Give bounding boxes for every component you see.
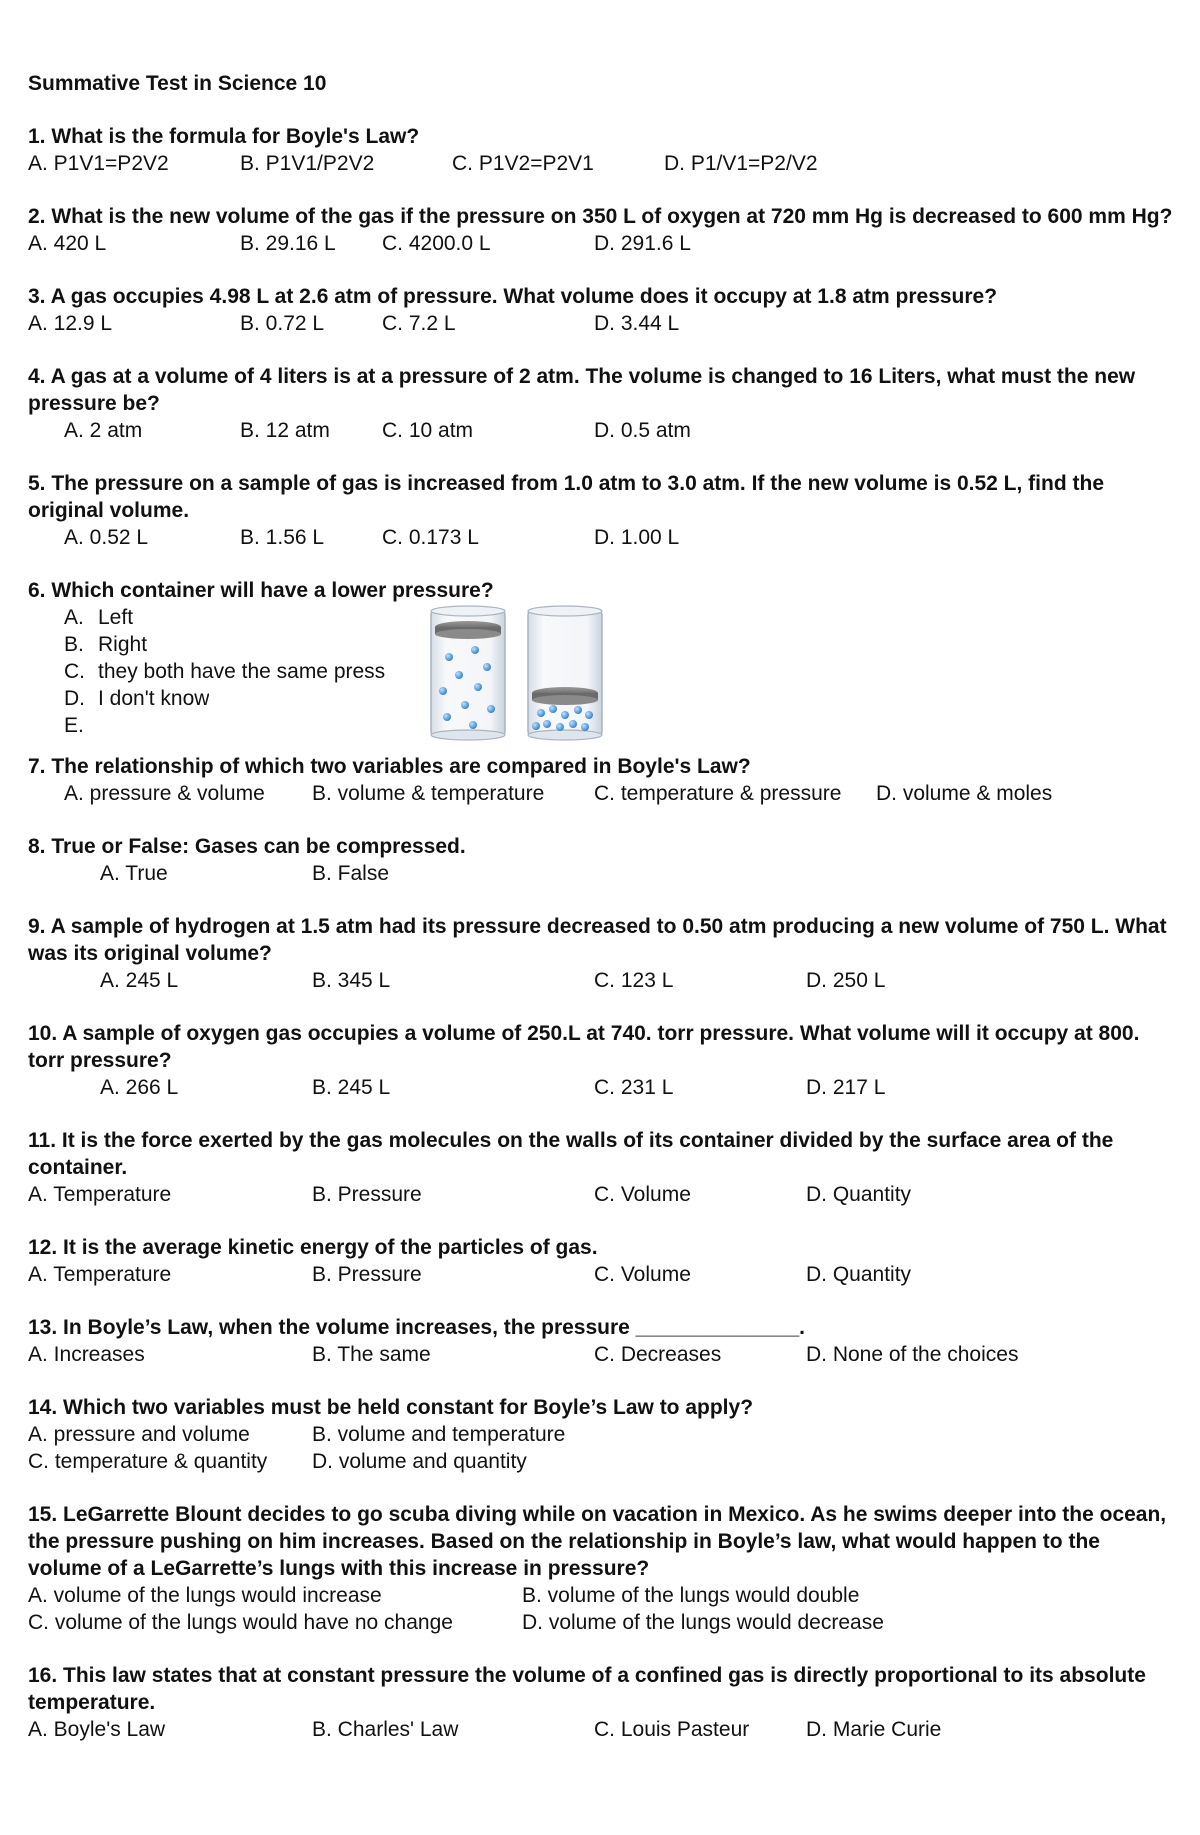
option-d[interactable]: D. volume and quantity — [312, 1450, 527, 1473]
answer-options — [28, 310, 1178, 337]
option-letter: E. — [64, 714, 84, 737]
option-letter: B. — [64, 633, 84, 656]
option-c[interactable]: C. volume of the lungs would have no change — [28, 1611, 453, 1634]
option-b[interactable]: B. False — [312, 862, 390, 885]
option-d[interactable]: D. 291.6 L — [594, 232, 691, 255]
option-c[interactable]: C. 7.2 L — [382, 312, 456, 335]
question-stem: 3. A gas occupies 4.98 L at 2.6 atm of pressure. What volume does it occupy at 1.8 atm pressure? — [28, 285, 998, 308]
option-a[interactable]: A. 245 L — [100, 969, 179, 992]
option-d[interactable]: D. volume of the lungs would decrease — [522, 1611, 884, 1634]
question-stem: 4. A gas at a volume of 4 liters is at a pressure of 2 atm. The volume is changed to 16 Liters, what must the new pressure be? — [28, 365, 1136, 415]
question-4 — [28, 363, 1178, 444]
option-letter: C. — [64, 660, 85, 683]
answer-options-row-2 — [28, 1609, 1178, 1636]
option-a[interactable]: A. pressure & volume — [64, 782, 265, 805]
option-a[interactable]: A. Boyle's Law — [28, 1718, 166, 1741]
answer-options-row-1 — [28, 1421, 1178, 1448]
option-d[interactable]: D. Marie Curie — [806, 1718, 942, 1741]
question-stem: 5. The pressure on a sample of gas is increased from 1.0 atm to 3.0 atm. If the new volume is 0.52 L, find the original volume. — [28, 472, 1104, 522]
question-7 — [28, 753, 1178, 807]
question-12 — [28, 1234, 1178, 1288]
option-c[interactable]: C. 123 L — [594, 969, 674, 992]
option-d[interactable]: D. 217 L — [806, 1076, 886, 1099]
question-9 — [28, 913, 1178, 994]
option-b[interactable]: B. 0.72 L — [240, 312, 325, 335]
option-a[interactable]: A. True — [100, 862, 168, 885]
option-a[interactable]: A. 266 L — [100, 1076, 179, 1099]
question-stem: 9. A sample of hydrogen at 1.5 atm had its pressure decreased to 0.50 atm producing a new volume of 750 L. What was its original volume? — [28, 915, 1167, 965]
question-10 — [28, 1020, 1178, 1101]
option-b[interactable]: B. 345 L — [312, 969, 391, 992]
answer-options — [28, 1181, 1178, 1208]
option-a[interactable]: A. volume of the lungs would increase — [28, 1584, 382, 1607]
answer-options-row-2 — [28, 1448, 1178, 1475]
question-stem: 1. What is the formula for Boyle's Law? — [28, 125, 420, 148]
test-page — [28, 70, 1178, 1769]
left-container — [431, 606, 505, 740]
option-d[interactable]: D. volume & moles — [876, 782, 1053, 805]
option-c[interactable]: C. temperature & quantity — [28, 1450, 268, 1473]
question-stem: 11. It is the force exerted by the gas molecules on the walls of its container divided by the surface area of the container. — [28, 1129, 1114, 1179]
answer-options — [28, 1341, 1178, 1368]
answer-options — [28, 860, 1178, 887]
option-a[interactable]: A. pressure and volume — [28, 1423, 250, 1446]
option-b[interactable]: B. volume and temperature — [312, 1423, 566, 1446]
option-c[interactable]: C. Volume — [594, 1263, 691, 1286]
page-title: Summative Test in Science 10 — [28, 72, 327, 95]
option-c[interactable]: C. Louis Pasteur — [594, 1718, 750, 1741]
question-8 — [28, 833, 1178, 887]
question-stem: 10. A sample of oxygen gas occupies a volume of 250.L at 740. torr pressure. What volume will it occupy at 800. torr pressure? — [28, 1022, 1140, 1072]
answer-options — [28, 1716, 1178, 1743]
option-b[interactable]: B. volume & temperature — [312, 782, 545, 805]
option-a[interactable]: A. P1V1=P2V2 — [28, 152, 169, 175]
option-d[interactable]: D. 1.00 L — [594, 526, 680, 549]
option-b[interactable]: B. Pressure — [312, 1183, 422, 1206]
question-stem: 7. The relationship of which two variables are compared in Boyle's Law? — [28, 755, 751, 778]
option-b[interactable]: B. Charles' Law — [312, 1718, 459, 1741]
option-letter: D. — [64, 687, 85, 710]
option-b[interactable]: B. 1.56 L — [240, 526, 325, 549]
option-d[interactable]: D. 0.5 atm — [594, 419, 691, 442]
option-a[interactable]: A. 2 atm — [64, 419, 143, 442]
option-b[interactable] — [64, 631, 1178, 658]
option-e[interactable] — [64, 712, 1178, 739]
question-2 — [28, 203, 1178, 257]
answer-options — [28, 524, 1178, 551]
option-d[interactable]: D. 250 L — [806, 969, 886, 992]
question-stem: 16. This law states that at constant pressure the volume of a confined gas is directly proportional to its absolute temperature. — [28, 1664, 1146, 1714]
option-letter: A. — [64, 606, 84, 629]
question-14 — [28, 1394, 1178, 1475]
question-stem: 12. It is the average kinetic energy of the particles of gas. — [28, 1236, 598, 1259]
option-d[interactable]: D. Quantity — [806, 1183, 912, 1206]
option-a[interactable]: A. Temperature — [28, 1263, 172, 1286]
question-3 — [28, 283, 1178, 337]
option-text: Right — [98, 633, 148, 656]
question-stem: 2. What is the new volume of the gas if the pressure on 350 L of oxygen at 720 mm Hg is decreased to 600 mm Hg? — [28, 205, 1173, 228]
option-a[interactable]: A. 12.9 L — [28, 312, 113, 335]
question-5 — [28, 470, 1178, 551]
question-stem: 6. Which container will have a lower pressure? — [28, 579, 494, 602]
question-stem: 8. True or False: Gases can be compressed. — [28, 835, 466, 858]
question-stem: 15. LeGarrette Blount decides to go scuba diving while on vacation in Mexico. As he swims deeper into the ocean, the pressure pushing on him increases. Based on the relationship in Boyle’s law, what would happen to the volume of a LeGarrette’s lungs with this increase in pressure? — [28, 1503, 1167, 1580]
option-d[interactable]: D. 3.44 L — [594, 312, 680, 335]
option-c[interactable]: C. P1V2=P2V1 — [452, 152, 594, 175]
answer-options-row-1 — [28, 1582, 1178, 1609]
option-c[interactable] — [64, 658, 1178, 685]
answer-options — [28, 230, 1178, 257]
option-text: I don't know — [98, 687, 210, 710]
option-b[interactable]: B. Pressure — [312, 1263, 422, 1286]
gas-containers-illustration — [423, 605, 613, 745]
answer-options — [28, 150, 1178, 177]
answer-options — [28, 417, 1178, 444]
option-text: Left — [98, 606, 134, 629]
question-13 — [28, 1314, 1178, 1368]
option-b[interactable]: B. 12 atm — [240, 419, 330, 442]
option-b[interactable]: B. P1V1/P2V2 — [240, 152, 375, 175]
option-c[interactable]: C. 4200.0 L — [382, 232, 491, 255]
option-d[interactable]: D. Quantity — [806, 1263, 912, 1286]
option-d[interactable]: D. None of the choices — [806, 1343, 1019, 1366]
question-stem: 14. Which two variables must be held constant for Boyle’s Law to apply? — [28, 1396, 754, 1419]
option-c[interactable]: C. temperature & pressure — [594, 782, 842, 805]
option-a[interactable]: A. Temperature — [28, 1183, 172, 1206]
option-c[interactable]: C. Decreases — [594, 1343, 722, 1366]
option-c[interactable]: C. 0.173 L — [382, 526, 479, 549]
answer-options — [28, 780, 1178, 807]
option-a[interactable]: A. Increases — [28, 1343, 145, 1366]
question-11 — [28, 1127, 1178, 1208]
option-a[interactable]: A. 0.52 L — [64, 526, 149, 549]
option-c[interactable]: C. Volume — [594, 1183, 691, 1206]
answer-options — [28, 967, 1178, 994]
option-c[interactable]: C. 10 atm — [382, 419, 474, 442]
question-stem: 13. In Boyle’s Law, when the volume increases, the pressure ______________. — [28, 1316, 806, 1339]
right-container — [528, 606, 602, 740]
question-16 — [28, 1662, 1178, 1743]
option-a[interactable] — [64, 604, 1178, 631]
option-d[interactable] — [64, 685, 1178, 712]
option-b[interactable]: B. The same — [312, 1343, 431, 1366]
option-text: they both have the same press — [98, 660, 386, 683]
answer-options — [28, 1074, 1178, 1101]
option-d[interactable]: D. P1/V1=P2/V2 — [664, 152, 818, 175]
option-b[interactable]: B. 245 L — [312, 1076, 391, 1099]
question-6 — [28, 577, 1178, 753]
option-b[interactable]: B. 29.16 L — [240, 232, 336, 255]
option-b[interactable]: B. volume of the lungs would double — [522, 1584, 860, 1607]
question-1 — [28, 123, 1178, 177]
question-15 — [28, 1501, 1178, 1636]
option-c[interactable]: C. 231 L — [594, 1076, 674, 1099]
option-a[interactable]: A. 420 L — [28, 232, 107, 255]
answer-options — [28, 1261, 1178, 1288]
